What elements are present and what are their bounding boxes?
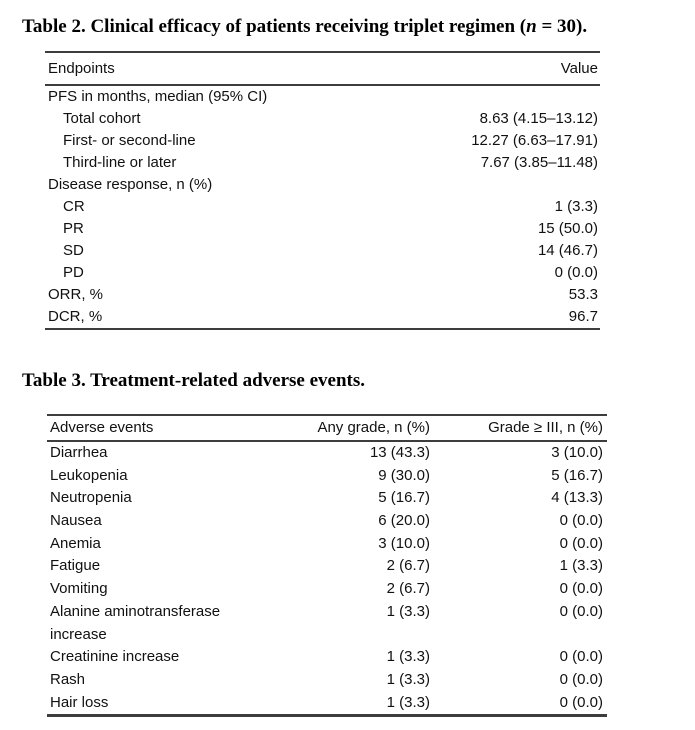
row-value: 8.63 (4.15–13.12) [479, 110, 598, 127]
row-label: Diarrhea [50, 444, 108, 461]
row-any-grade: 1 (3.3) [386, 648, 430, 666]
table3-header [47, 416, 607, 442]
table3-col-any-grade: Any grade, n (%) [317, 419, 430, 436]
row-label: Disease response, n (%) [48, 176, 213, 193]
row-any-grade: 9 (30.0) [378, 466, 430, 484]
table-row [45, 130, 600, 152]
row-any-grade: 6 (20.0) [378, 512, 430, 530]
table-row [45, 218, 600, 240]
row-value: 96.7 [568, 308, 598, 325]
row-any-grade: 1 (3.3) [386, 670, 430, 688]
table-row [47, 533, 607, 556]
row-any-grade: 1 (3.3) [386, 602, 430, 620]
row-label: Nausea [50, 512, 102, 530]
row-value: 7.67 (3.85–11.48) [480, 154, 598, 171]
row-label: SD [63, 242, 84, 259]
row-label: CR [63, 198, 85, 215]
table-row [45, 240, 600, 262]
row-label: Rash [50, 670, 86, 688]
table-row [47, 601, 607, 624]
row-label: PR [63, 220, 84, 237]
row-label: Leukopenia [50, 466, 128, 484]
table-row [47, 555, 607, 578]
row-grade3: 5 (16.7) [551, 466, 603, 484]
table2-caption [22, 14, 695, 40]
row-label: increase [50, 625, 107, 643]
table-row [45, 152, 600, 174]
row-label: Hair loss [50, 693, 109, 711]
table3-caption-text: Table 3. Treatment-related adverse events. [22, 370, 366, 391]
table-row [47, 624, 607, 647]
row-label: PD [63, 264, 84, 281]
row-value: 15 (50.0) [537, 220, 598, 237]
row-grade3: 0 (0.0) [559, 648, 603, 666]
row-label: Fatigue [50, 557, 101, 575]
row-value: 1 (3.3) [554, 198, 598, 215]
row-grade3: 0 (0.0) [559, 534, 603, 552]
table2 [45, 51, 600, 330]
row-grade3: 1 (3.3) [559, 557, 603, 575]
table-row [47, 465, 607, 488]
table2-header [45, 53, 600, 86]
row-grade3: 0 (0.0) [559, 602, 603, 620]
row-label: Vomiting [50, 580, 108, 598]
table2-col-value: Value [560, 60, 598, 77]
row-label: PFS in months, median (95% CI) [48, 88, 268, 105]
table-row [45, 174, 600, 196]
row-label: DCR, % [48, 308, 103, 325]
table2-body [45, 86, 600, 328]
row-any-grade: 5 (16.7) [378, 489, 430, 507]
row-grade3: 0 (0.0) [559, 512, 603, 530]
table3-col-adverse-events: Adverse events [50, 419, 154, 436]
row-label: Anemia [50, 534, 101, 552]
table-row [45, 306, 600, 328]
table2-caption-tail: = 30). [536, 16, 588, 37]
row-value: 0 (0.0) [554, 264, 598, 281]
table-row [45, 284, 600, 306]
table-row [47, 669, 607, 692]
row-value: 53.3 [568, 286, 598, 303]
row-label: Neutropenia [50, 489, 132, 507]
row-value: 14 (46.7) [537, 242, 598, 259]
table-row [45, 108, 600, 130]
table3 [47, 414, 607, 717]
table-row [47, 487, 607, 510]
row-label: Total cohort [63, 110, 141, 127]
table3-col-grade3: Grade ≥ III, n (%) [488, 419, 603, 436]
row-label: Alanine aminotransferase [50, 602, 221, 620]
row-grade3: 3 (10.0) [551, 444, 603, 461]
table2-caption-text: Table 2. Clinical efficacy of patients receiving triplet regimen ( [22, 16, 527, 37]
table-row [47, 692, 607, 715]
row-grade3: 0 (0.0) [559, 670, 603, 688]
table3-caption [22, 368, 695, 394]
table-row [47, 578, 607, 601]
row-any-grade: 13 (43.3) [369, 444, 430, 461]
table3-body [47, 442, 607, 714]
table2-caption-n: n [526, 16, 537, 37]
row-value: 12.27 (6.63–17.91) [471, 132, 598, 149]
row-grade3: 0 (0.0) [559, 580, 603, 598]
row-grade3: 0 (0.0) [559, 693, 603, 711]
table-row [45, 262, 600, 284]
row-label: Third-line or later [63, 154, 177, 171]
table-row [45, 86, 600, 108]
row-any-grade: 3 (10.0) [378, 534, 430, 552]
row-label: ORR, % [48, 286, 104, 303]
table-row [47, 442, 607, 465]
row-label: First- or second-line [63, 132, 196, 149]
row-label: Creatinine increase [50, 648, 180, 666]
row-any-grade: 2 (6.7) [386, 580, 430, 598]
row-any-grade: 2 (6.7) [386, 557, 430, 575]
row-any-grade: 1 (3.3) [386, 693, 430, 711]
table-row [45, 196, 600, 218]
table2-col-endpoints: Endpoints [48, 60, 115, 77]
row-grade3: 4 (13.3) [551, 489, 603, 507]
table-row [47, 510, 607, 533]
table-row [47, 646, 607, 669]
